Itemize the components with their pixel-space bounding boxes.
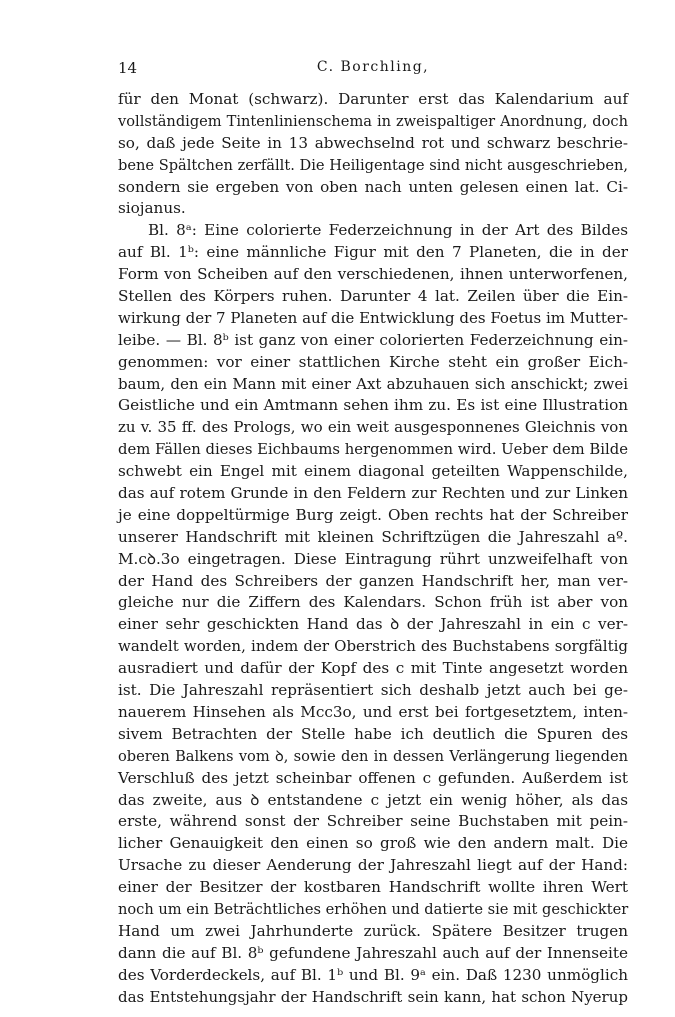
- text-line: schwebt ein Engel mit einem diagonal geteilten Wappenschilde,: [118, 462, 628, 481]
- text-line: ist. Die Jahreszahl repräsentiert sich deshalb jetzt auch bei ge-: [118, 681, 628, 700]
- body-text: [118, 89, 628, 1008]
- text-line: das auf rotem Grunde in den Feldern zur Rechten und zur Linken: [118, 484, 628, 503]
- text-line: für den Monat (schwarz). Darunter erst das Kalendarium auf: [118, 90, 628, 108]
- text-line: licher Genauigkeit den einen so groß wie den andern malt. Die: [118, 834, 628, 853]
- text-line: sivem Betrachten der Stelle habe ich deutlich die Spuren des: [118, 724, 628, 743]
- text-line: genommen: vor einer stattlichen Kirche steht ein großer Eich-: [118, 352, 628, 371]
- page-number: 14: [118, 59, 138, 77]
- text-line: so, daß jede Seite in 13 abwechselnd rot und schwarz beschrie-: [118, 133, 628, 152]
- text-line: M.cꝺ.3o eingetragen. Diese Eintragung rührt unzweifelhaft von: [118, 549, 628, 568]
- text-line: Form von Scheiben auf den verschiedenen, ihnen unterworfenen,: [118, 265, 628, 284]
- text-line: sondern sie ergeben von oben nach unten gelesen einen lat. Ci-: [118, 177, 628, 196]
- text-line: dem Fällen dieses Eichbaums hergenommen wird. Ueber dem Bilde: [118, 441, 628, 459]
- text-line: siojanus.: [118, 199, 186, 218]
- text-line: unserer Handschrift mit kleinen Schriftzügen die Jahreszahl aº.: [118, 527, 628, 546]
- text-line: gleiche nur die Ziffern des Kalendars. Schon früh ist aber von: [118, 593, 628, 612]
- text-line: das Entstehungsjahr der Handschrift sein kann, hat schon Nyerup: [118, 987, 628, 1006]
- text-line: einer sehr geschickten Hand das ꝺ der Jahreszahl in ein c ver-: [118, 615, 628, 634]
- text-line: Geistliche und ein Amtmann sehen ihm zu. Es ist eine Illustration: [118, 396, 628, 415]
- text-line: zu v. 35 ff. des Prologs, wo ein weit ausgesponnenes Gleichnis von: [118, 418, 628, 437]
- text-line: Hand um zwei Jahrhunderte zurück. Spätere Besitzer trugen: [118, 921, 628, 940]
- text-line: oberen Balkens vom ꝺ, sowie den in dessen Verlängerung liegenden: [118, 747, 628, 765]
- running-head: C. Borchling,: [316, 59, 430, 75]
- text-line: Ursache zu dieser Aenderung der Jahreszahl liegt auf der Hand:: [118, 856, 628, 875]
- page-header: [118, 59, 628, 81]
- text-line: ausradiert und dafür der Kopf des c mit Tinte angesetzt worden: [118, 659, 628, 678]
- text-line: Stellen des Körpers ruhen. Darunter 4 lat. Zeilen über die Ein-: [118, 287, 628, 306]
- text-line: dann die auf Bl. 8ᵇ gefundene Jahreszahl auch auf der Innenseite: [118, 943, 628, 962]
- text-line: vollständigem Tintenlinienschema in zweispaltiger Anordnung, doch: [118, 112, 628, 130]
- text-line: des Vorderdeckels, auf Bl. 1ᵇ und Bl. 9ᵃ ein. Daß 1230 unmöglich: [118, 965, 628, 984]
- text-line: wandelt worden, indem der Oberstrich des Buchstabens sorgfältig: [118, 637, 628, 656]
- text-line: Bl. 8ᵃ: Eine colorierte Federzeichnung in der Art des Bildes: [148, 221, 628, 240]
- text-line: bene Spältchen zerfällt. Die Heiligentage sind nicht ausgeschrieben,: [118, 156, 628, 174]
- text-line: nauerem Hinsehen als Mcc3o, und erst bei fortgesetztem, inten-: [118, 702, 628, 721]
- text-line: leibe. — Bl. 8ᵇ ist ganz von einer colorierten Federzeichnung ein-: [118, 330, 628, 349]
- text-line: noch um ein Beträchtliches erhöhen und datierte sie mit geschickter: [118, 900, 629, 918]
- text-line: auf Bl. 1ᵇ: eine männliche Figur mit den 7 Planeten, die in der: [118, 243, 628, 262]
- text-line: erste, während sonst der Schreiber seine Buchstaben mit pein-: [118, 812, 628, 831]
- text-line: einer der Besitzer der kostbaren Handschrift wollte ihren Wert: [118, 878, 628, 897]
- text-line: je eine doppeltürmige Burg zeigt. Oben rechts hat der Schreiber: [118, 505, 628, 524]
- text-line: baum, den ein Mann mit einer Axt abzuhauen sich anschickt; zwei: [118, 374, 628, 393]
- text-line: wirkung der 7 Planeten auf die Entwicklung des Foetus im Mutter-: [118, 308, 628, 327]
- text-line: Verschluß des jetzt scheinbar offenen c gefunden. Außerdem ist: [118, 768, 628, 787]
- text-line: das zweite, aus ꝺ entstandene c jetzt ein wenig höher, als das: [118, 790, 628, 809]
- text-line: der Hand des Schreibers der ganzen Handschrift her, man ver-: [118, 571, 628, 590]
